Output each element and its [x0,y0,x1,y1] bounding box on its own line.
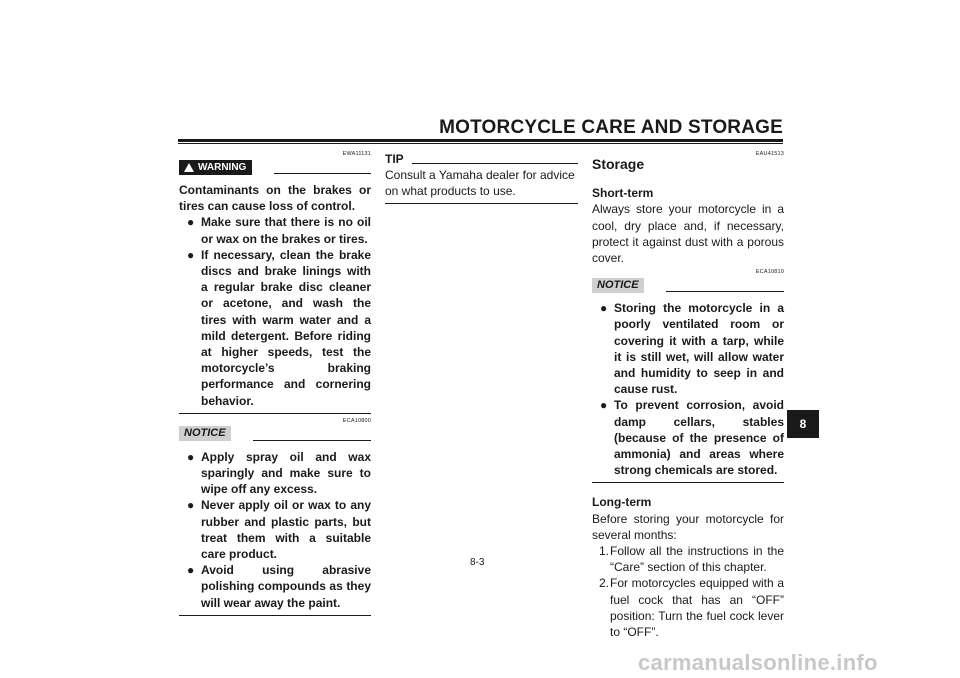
watermark: carmanualsonline.info [638,650,878,675]
step-number: 2. [599,576,610,591]
step-item [592,543,784,575]
warning-rule [274,173,371,174]
notice-header [592,276,784,294]
notice-bullet-text: Avoid using abrasive polishing compounds as they will wear away the paint. [201,563,371,610]
warning-bullet-text: If necessary, clean the brake discs and brake linings with a regular brake disc cleaner or acetone, and wash the tires with warm water and a mild detergent. Before riding at higher speeds, test the motorcycle’s braking performance and cornering behavior. [201,247,371,408]
warning-end-rule [179,413,371,414]
step-item [592,575,784,640]
warning-intro: Contaminants on the brakes or tires can cause loss of control. [179,183,371,214]
bullet-icon: ● [600,301,608,316]
warning-header [179,158,371,176]
notice-bullet-text: Never apply oil or wax to any rubber and plastic parts, but treat them with a suitable care product. [201,498,371,562]
warning-triangle-icon [184,163,194,172]
warning-bullet [179,247,371,409]
column-middle [385,150,578,204]
tip-header [385,150,578,167]
tip-label: TIP [385,151,404,166]
step-text: For motorcycles equipped with a fuel cock that has an “OFF” position: Turn the fuel cock lever to “OFF”. [610,576,784,640]
notice-bullet-text: Storing the motorcycle in a poorly ventilated room or covering it with a tarp, while it is still wet, will allow water and humidity to seep in and cause rust. [614,301,784,397]
bullet-icon: ● [187,498,195,513]
short-term-heading: Short-term [592,186,654,201]
section-title: Storage [592,156,645,172]
column-right [592,150,784,640]
notice-rule [666,291,784,292]
tip-text: Consult a Yamaha dealer for advice on what products to use. [385,168,575,199]
notice-bullet [179,449,371,498]
step-number: 1. [599,544,610,559]
notice-bullet-text: Apply spray oil and wax sparingly and make sure to wipe off any excess. [201,449,371,497]
notice-bullet [179,497,371,562]
step-text: Follow all the instructions in the “Care” section of this chapter. [610,544,784,575]
notice-badge: NOTICE [179,426,231,441]
page-title: MOTORCYCLE CARE AND STORAGE [439,117,783,138]
bullet-icon: ● [187,247,195,262]
bullet-icon: ● [600,398,608,413]
chapter-tab[interactable]: 8 [787,410,819,438]
notice-badge: NOTICE [592,278,644,293]
notice-code: ECA10800 [342,417,371,424]
notice-bullet [592,397,784,478]
long-term-heading: Long-term [592,495,652,510]
bullet-icon: ● [187,215,195,230]
storage-code: EAU41513 [755,151,784,157]
warning-bullet-text: Make sure that there is no oil or wax on the brakes or tires. [201,215,371,246]
notice-header [179,425,371,443]
warning-code: EWA11131 [342,151,371,157]
notice-rule [253,440,371,441]
notice-code: ECA10810 [755,269,784,276]
warning-bullet [179,214,371,246]
notice-bullet [179,562,371,611]
long-term-text: Before storing your motorcycle for several months: [592,511,784,542]
tip-end-rule [385,203,578,204]
short-term-text: Always store your motorcycle in a cool, dry place and, if necessary, protect it against dust with a porous cover. [592,202,784,266]
bullet-icon: ● [187,449,195,464]
notice-end-rule [592,482,784,483]
warning-label: WARNING [198,161,247,173]
header-rule-thin [178,143,783,144]
tip-rule [412,163,578,164]
bullet-icon: ● [187,563,195,578]
notice-bullet-text: To prevent corrosion, avoid damp cellars, stables (because of the presence of ammonia) and areas where strong chemicals are stored. [614,398,784,478]
header-rule [178,139,783,142]
notice-bullet [592,300,784,397]
column-left [179,150,371,616]
page-number: 8-3 [470,557,485,568]
warning-badge [179,160,252,175]
notice-end-rule [179,615,371,616]
